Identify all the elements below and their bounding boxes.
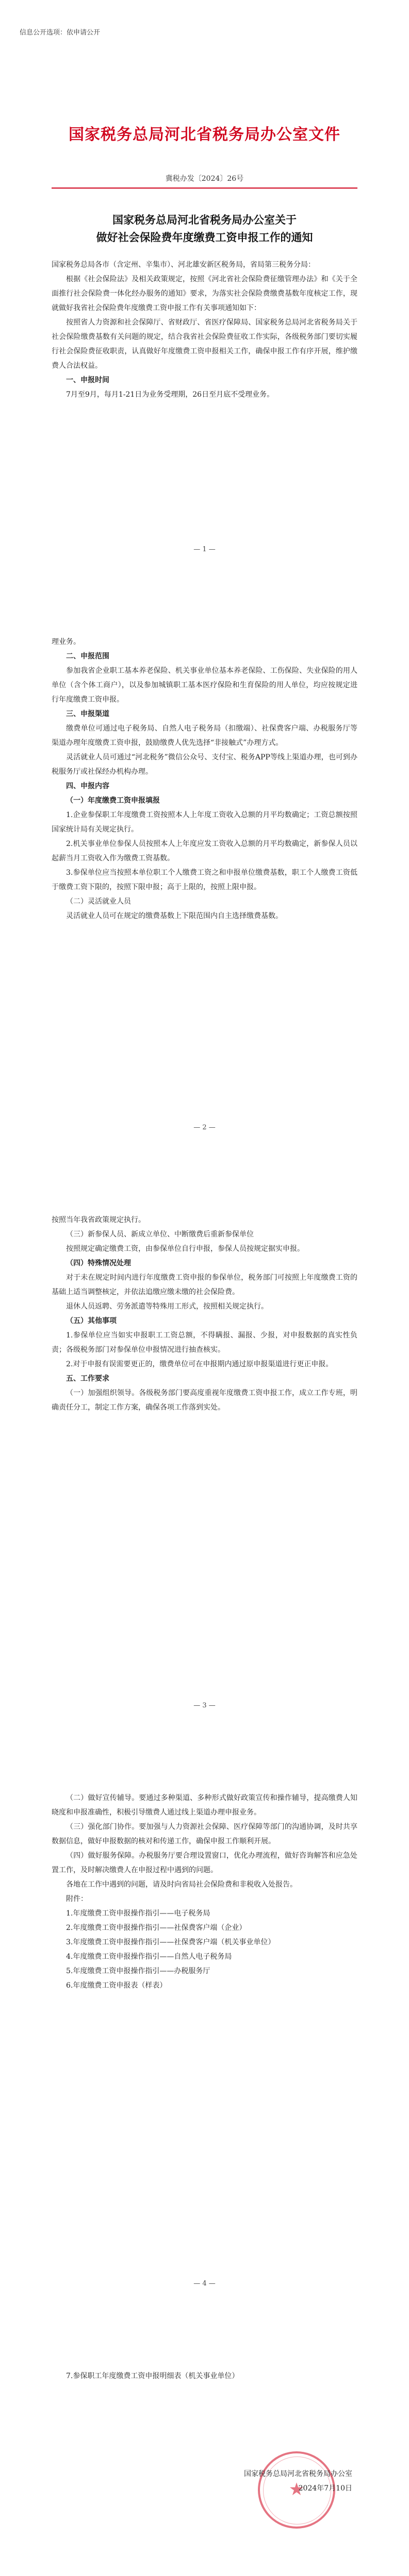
paragraph: 按照省人力资源和社会保障厅、省财政厅、省医疗保障局、国家税务总局河北省税务局关于社会保险缴费基数有关问题的规定，结合我省社会保险费征收工作实际，各级税务部门要切实履行社会保险费征收职责，认真做好年度缴费工资申报相关工作，确保申报工作有序开展，维护缴费人合法权益。	[52, 318, 357, 370]
paragraph: 按照规定确定缴费工资，由参保单位自行申报，参保人员按规定据实申报。	[66, 1245, 304, 1253]
paragraph: （二）做好宣传辅导。要通过多种渠道、多种形式做好政策宣传和操作辅导，提高缴费人知晓度和申报准确性，积极引导缴费人通过线上渠道办理申报业务。	[52, 1794, 357, 1817]
subsection-heading: （一）年度缴费工资申报填报	[66, 796, 160, 805]
document-title	[62, 211, 347, 246]
attachment-item: 4.年度缴费工资申报操作指引——自然人电子税务局	[66, 1953, 232, 1961]
section-heading: 一、申报时间	[66, 376, 109, 384]
document-header: 国家税务总局河北省税务局办公室文件	[69, 126, 340, 144]
seal-star-icon: ★	[288, 2479, 305, 2500]
red-divider	[52, 188, 357, 189]
paragraph: （三）强化部门协作。要加强与人力资源社会保障、医疗保障等部门的沟通协调，及时共享数据信息，做好申报数据的核对和传递工作，确保申报工作顺利开展。	[52, 1823, 357, 1845]
signature-organization: 国家税务总局河北省税务局办公室	[244, 2470, 352, 2478]
paragraph: 1.参保单位应当如实申报职工工资总额，不得瞒报、漏报、少报，对申报数据的真实性负责；各级税务部门对参保单位申报情况进行抽查核实。	[52, 1331, 357, 1354]
page-1	[0, 0, 409, 578]
page-5	[0, 2312, 409, 2576]
page-number: — 3 —	[193, 1702, 216, 1709]
document-number: 冀税办发〔2024〕26号	[165, 175, 244, 183]
attachment-item: 1.年度缴费工资申报操作指引——电子税务局	[66, 1909, 210, 1918]
body-page-3	[52, 1213, 357, 1415]
section-heading: 三、申报渠道	[66, 710, 109, 718]
section-heading: 五、工作要求	[66, 1375, 109, 1383]
paragraph: 灵活就业人员可通过“河北税务”微信公众号、支付宝、税务APP等线上渠道办理，也可到办税服务厅或社保经办机构办理。	[52, 753, 357, 776]
title-line-2: 做好社会保险费年度缴费工资申报工作的通知	[96, 231, 313, 244]
paragraph: 7月至9月，每月1-21日为业务受理期，26日至月底不受理业务。	[66, 391, 274, 399]
paragraph: 1.企业参保职工年度缴费工资按照本人上年度工资收入总额的月平均数确定；工资总额按照国家统计局有关规定执行。	[52, 811, 357, 834]
page-number: — 1 —	[193, 546, 216, 553]
paragraph: （四）做好服务保障。办税服务厅要合理设置窗口，优化办理流程，做好咨询解答和应急处置工作，及时解决缴费人在申报过程中遇到的问题。	[52, 1852, 357, 1874]
paragraph: 参加我省企业职工基本养老保险、机关事业单位基本养老保险、工伤保险、失业保险的用人单位（含个体工商户），以及参加城镇职工基本医疗保险和生育保险的用人单位，均应按规定进行年度缴费工资申报。	[52, 667, 357, 704]
body-page-1	[52, 258, 357, 402]
attachment-item: 3.年度缴费工资申报操作指引——社保费客户端（机关事业单位）	[66, 1938, 275, 1946]
body-page-2	[52, 635, 357, 923]
body-page-4	[52, 1791, 357, 1993]
page-number: — 4 —	[193, 2280, 216, 2287]
paragraph: 缴费单位可通过电子税务局、自然人电子税务局（扣缴端）、社保费客户端、办税服务厅等渠道办理年度缴费工资申报，鼓励缴费人优先选择“非接触式”办理方式。	[52, 724, 357, 747]
paragraph: 根据《社会保险法》及相关政策规定，按照《河北省社会保险费征缴管理办法》和《关于全面推行社会保险费一体化经办服务的通知》要求，为落实社会保险费缴费基数年度核定工作，现就做好我省社会保险费年度缴费工资申报工作有关事项通知如下：	[52, 275, 357, 312]
attachments-label: 附件：	[66, 1895, 88, 1903]
page-number: — 2 —	[193, 1124, 216, 1131]
salutation: 国家税务总局各市（含定州、辛集市）、河北雄安新区税务局，省局第三税务分局：	[52, 261, 315, 269]
paragraph: （一）加强组织领导。各级税务部门要高度重视年度缴费工资申报工作，成立工作专班，明确责任分工，制定工作方案，确保各项工作落到实处。	[52, 1389, 357, 1412]
paragraph: 对于未在规定时间内进行年度缴费工资申报的参保单位，税务部门可按照上年度缴费工资的基础上适当调整核定，并依法追缴应缴未缴的社会保险费。	[52, 1274, 357, 1296]
paragraph: （三）新参保人员、新成立单位、中断缴费后重新参保单位	[66, 1230, 254, 1239]
paragraph: 灵活就业人员可在规定的缴费基数上下限范围内自主选择缴费基数。	[66, 912, 283, 920]
attachment-item: 6.年度缴费工资申报表（样表）	[66, 1981, 167, 1990]
paragraph: 3.参保单位应当按照本单位职工个人缴费工资之和申报单位缴费基数，职工个人缴费工资低于缴费工资下限的，按照下限申报；高于上限的，按照上限申报。	[52, 869, 357, 891]
body-page-5	[52, 2369, 357, 2383]
section-heading: 二、申报范围	[66, 652, 109, 660]
publication-label: 信息公开选项：依申请公开	[20, 29, 101, 37]
paragraph: （二）灵活就业人员	[66, 897, 131, 906]
paragraph: 理业务。	[52, 638, 80, 646]
attachment-item: 2.年度缴费工资申报操作指引——社保费客户端（企业）	[66, 1924, 247, 1932]
subsection-heading: （五）其他事项	[66, 1317, 117, 1325]
paragraph: 按照当年我省政策规定执行。	[52, 1216, 145, 1224]
attachment-item: 5.年度缴费工资申报操作指引——办税服务厅	[66, 1967, 210, 1975]
page-2	[0, 578, 409, 1156]
title-line-1: 国家税务总局河北省税务局办公室关于	[112, 214, 297, 226]
paragraph: 退休人员返聘、劳务派遣等特殊用工形式，按照相关规定执行。	[66, 1302, 268, 1311]
section-heading: 四、申报内容	[66, 782, 109, 790]
subsection-heading: （四）特殊情况处理	[66, 1259, 131, 1267]
signature-block	[244, 2467, 352, 2496]
page-4	[0, 1734, 409, 2312]
attachment-item: 7.参保职工年度缴费工资申报明细表（机关事业单位）	[66, 2372, 239, 2380]
signature-date: 2024年7月10日	[298, 2484, 352, 2493]
page-3	[0, 1156, 409, 1734]
paragraph: 2.机关事业单位参保人员按照本人上年度应发工资收入总额的月平均数确定，新参保人员以起薪当月工资收入作为缴费工资基数。	[52, 840, 357, 862]
paragraph: 各地在工作中遇到的问题，请及时向省局社会保险费和非税收入处报告。	[66, 1880, 297, 1889]
paragraph: 2.对于申报有误需要更正的，缴费单位可在申报期内通过原申报渠道进行更正申报。	[66, 1360, 333, 1368]
